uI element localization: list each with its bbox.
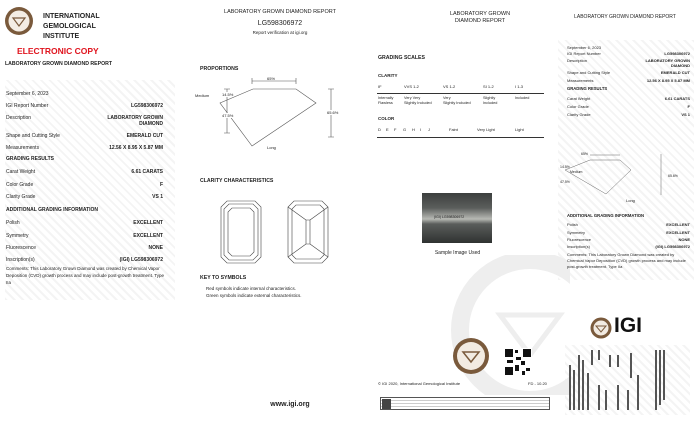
- divider: [377, 93, 544, 94]
- field-label: Symmetry: [567, 230, 585, 235]
- color-grade: Light: [515, 127, 524, 132]
- report-title: LABORATORY GROWN DIAMOND REPORT: [574, 14, 676, 20]
- field-value: (IGI) LG598306972: [655, 244, 690, 249]
- field-label: Shape and Cutting Style: [6, 133, 60, 139]
- key-line-external: Green symbols indicate external characteristics.: [206, 293, 302, 298]
- field-row: [567, 230, 690, 235]
- depth-percent: 65.6%: [668, 174, 678, 178]
- pavilion-percent: 47.5%: [222, 113, 234, 118]
- pavilion-percent: 47.5%: [560, 180, 570, 184]
- org-line: INSTITUTE: [43, 33, 80, 40]
- field-row: [6, 257, 163, 263]
- field-row: [567, 58, 690, 68]
- key-to-symbols-heading: KEY TO SYMBOLS: [200, 275, 247, 281]
- field-value: LABORATORY GROWN DIAMOND: [107, 115, 163, 127]
- field-label: IGI Report Number: [567, 51, 601, 56]
- field-row: [6, 103, 163, 109]
- color-grade: J: [428, 127, 430, 132]
- field-label: Color Grade: [567, 104, 589, 109]
- field-row: [567, 51, 690, 56]
- clarity-grade: VS 1-2: [443, 84, 456, 89]
- security-features-bar: [380, 397, 550, 410]
- crown-percent: 14.5%: [222, 92, 234, 97]
- color-grade: I: [420, 127, 422, 132]
- key-line-internal: Red symbols indicate internal characteristics.: [206, 286, 297, 291]
- culet-label: Long: [626, 198, 635, 203]
- clarity-grade: VVS 1-2: [404, 84, 419, 89]
- field-label: Measurements: [6, 145, 40, 151]
- proportions-heading: PROPORTIONS: [200, 66, 239, 72]
- org-name: [43, 12, 100, 42]
- field-label: Description: [567, 58, 588, 63]
- org-line: GEMOLOGICAL: [43, 23, 96, 30]
- electronic-copy-label: ELECTRONIC COPY: [17, 46, 99, 56]
- field-row: [567, 96, 690, 101]
- igi-seal-logo: [4, 6, 34, 36]
- field-row: [6, 169, 163, 175]
- field-value: 6.61 CARATS: [664, 96, 690, 101]
- rotated-report-summary: [565, 345, 685, 415]
- field-label: Fluorescence: [6, 245, 37, 251]
- clarity-description: Slightly Included: [483, 96, 498, 105]
- title-line: LABORATORY GROWN: [449, 11, 511, 17]
- igi-logo-text: IGI: [614, 314, 643, 337]
- field-row: [6, 194, 163, 200]
- clarity-grade: I 1-3: [515, 84, 524, 89]
- girdle-label: Medium: [195, 93, 210, 98]
- sample-caption: Sample Image Used: [434, 250, 481, 256]
- field-row: [6, 115, 163, 127]
- field-row: [6, 182, 163, 188]
- clarity-description: Very Very Slightly Included: [404, 96, 432, 105]
- culet-label: Long: [267, 145, 276, 150]
- field-value: EMERALD CUT: [126, 133, 163, 139]
- section-heading: ADDITIONAL GRADING INFORMATION: [567, 213, 645, 218]
- field-value: EXCELLENT: [666, 222, 690, 227]
- report-number: LG598306972: [257, 20, 303, 27]
- crown-percent: 14.5%: [560, 165, 570, 169]
- field-label: Measurements: [567, 78, 594, 83]
- report-date: September 6, 2023: [567, 45, 602, 50]
- field-label: Shape and Cutting Style: [567, 70, 611, 75]
- field-row: [6, 133, 163, 139]
- sample-inscription-text: (IGI) LG598306972: [434, 215, 465, 219]
- field-label: Carat Weight: [6, 169, 36, 175]
- field-label: Polish: [567, 222, 578, 227]
- section-heading: ADDITIONAL GRADING INFORMATION: [6, 207, 99, 213]
- field-label: Inscription(s): [567, 244, 590, 249]
- report-title: [390, 11, 570, 25]
- field-value: EXCELLENT: [133, 233, 163, 239]
- color-scale-heading: COLOR: [378, 116, 395, 121]
- field-value: VS 1: [681, 112, 690, 117]
- section-heading: GRADING RESULTS: [6, 156, 54, 162]
- field-value: EXCELLENT: [133, 220, 163, 226]
- org-line: INTERNATIONAL: [43, 13, 100, 20]
- field-value: LG598306972: [664, 51, 690, 56]
- copyright: © IGI 2020, International Gemological Institute: [378, 381, 461, 386]
- field-label: Clarity Grade: [6, 194, 36, 200]
- divider: [377, 137, 544, 138]
- field-label: Inscription(s): [6, 257, 35, 263]
- field-value: F: [159, 182, 163, 188]
- field-label: IGI Report Number: [6, 103, 49, 109]
- field-value: 12.56 X 8.95 X 5.87 MM: [109, 145, 163, 151]
- field-label: Fluorescence: [567, 237, 592, 242]
- clarity-plot-diagrams: [215, 195, 340, 270]
- report-title: LABORATORY GROWN DIAMOND REPORT: [5, 61, 113, 67]
- report-title: LABORATORY GROWN DIAMOND REPORT: [224, 9, 336, 15]
- lock-icon: [382, 399, 391, 409]
- comments: Comments: This Laboratory Grown Diamond was created by Chemical Vapor Deposition (CVD) growth process and may include post-growth treatment. Type IIa: [567, 252, 686, 269]
- clarity-description: Very Slightly Included: [443, 96, 471, 105]
- field-row: [567, 104, 690, 109]
- field-label: Description: [6, 115, 32, 121]
- table-percent: 65%: [267, 76, 276, 81]
- section-heading: GRADING RESULTS: [567, 86, 608, 91]
- igi-seal: [452, 337, 490, 375]
- color-grade: Faint: [449, 127, 458, 132]
- field-label: Polish: [6, 220, 20, 226]
- comments: Comments: This Laboratory Grown Diamond was created by Chemical Vapor Deposition (CVD) growth process and may include post-growth treatment. Type IIa: [6, 266, 164, 285]
- field-label: Clarity Grade: [567, 112, 591, 117]
- proportions-diagram: [190, 75, 370, 155]
- field-value: LG598306972: [131, 103, 163, 109]
- field-row: [567, 78, 690, 83]
- field-value: 6.61 CARATS: [131, 169, 163, 175]
- watermark-seal: [420, 255, 570, 395]
- igi-seal-logo: [590, 317, 612, 339]
- field-label: Symmetry: [6, 233, 29, 239]
- qr-code[interactable]: [504, 348, 532, 376]
- table-percent: 65%: [581, 152, 589, 156]
- sample-inscription-image: [422, 193, 492, 243]
- field-value: 12.56 X 8.95 X 5.87 MM: [646, 78, 690, 83]
- field-row: [567, 70, 690, 75]
- field-value: EXCELLENT: [666, 230, 690, 235]
- clarity-description: Internally Flawless: [378, 96, 394, 105]
- field-label: Carat Weight: [567, 96, 591, 101]
- field-row: [6, 233, 163, 239]
- website-link[interactable]: www.igi.org: [270, 401, 310, 408]
- field-value: LABORATORY GROWN DIAMOND: [645, 58, 690, 68]
- field-label: Color Grade: [6, 182, 34, 188]
- color-grade: G: [403, 127, 407, 132]
- clarity-grade: IF: [378, 84, 382, 89]
- title-line: DIAMOND REPORT: [454, 18, 506, 24]
- clarity-grade: SI 1-2: [483, 84, 494, 89]
- field-row: [6, 220, 163, 226]
- field-row: [567, 112, 690, 117]
- form-code: FD - 10.20: [528, 381, 547, 386]
- color-grade: Very Light: [477, 127, 495, 132]
- grading-scales-heading: GRADING SCALES: [378, 55, 425, 61]
- clarity-description: Included: [515, 96, 530, 100]
- depth-percent: 65.6%: [327, 110, 339, 115]
- verification-note: Report verification at igi.org: [252, 30, 308, 35]
- clarity-scale-heading: CLARITY: [378, 73, 398, 78]
- girdle-label: Medium: [570, 170, 583, 174]
- field-row: [6, 145, 163, 151]
- field-value: F: [687, 104, 690, 109]
- field-value: NONE: [148, 245, 163, 251]
- color-grade: H: [412, 127, 415, 132]
- report-date: September 6, 2023: [6, 91, 49, 97]
- color-grade: D: [378, 127, 381, 132]
- clarity-characteristics-heading: CLARITY CHARACTERISTICS: [200, 178, 274, 184]
- field-row: [567, 222, 690, 227]
- field-row: [567, 237, 690, 242]
- field-row: [567, 244, 690, 249]
- field-value: NONE: [678, 237, 690, 242]
- field-value: VS 1: [152, 194, 163, 200]
- field-value: EMERALD CUT: [660, 70, 690, 75]
- field-value: (IGI) LG598306972: [119, 257, 163, 263]
- color-grade: E: [386, 127, 389, 132]
- color-grade: F: [394, 127, 397, 132]
- field-row: [6, 245, 163, 251]
